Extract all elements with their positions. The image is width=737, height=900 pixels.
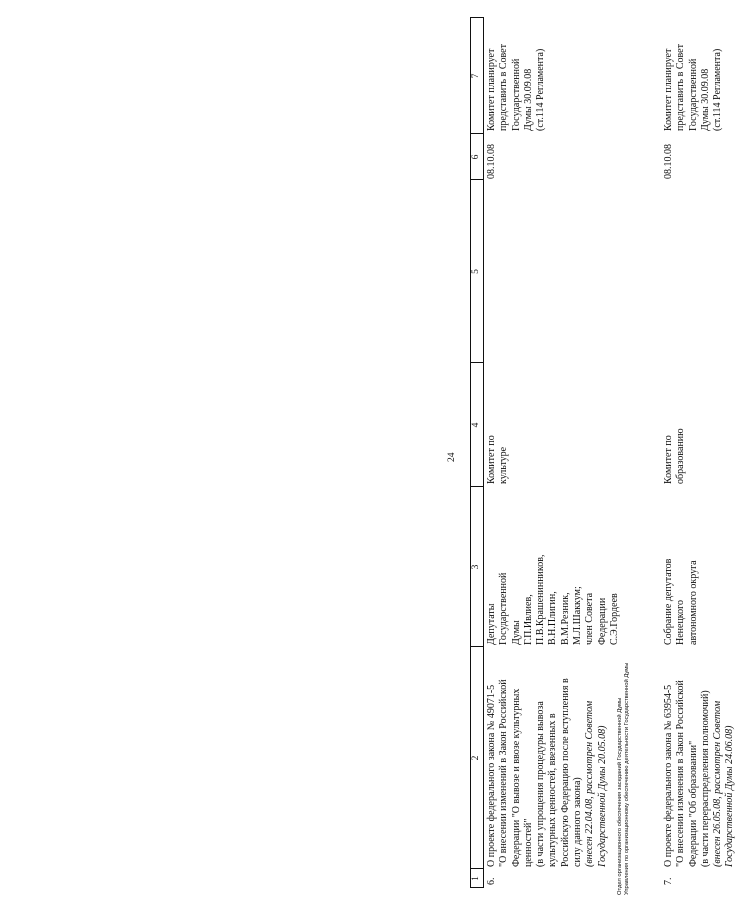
column-header: 1 xyxy=(471,876,481,881)
footer-department: Отдел организационного обеспечения заседаний Государственной Думы xyxy=(617,697,623,895)
committee-status: Комитет планирует представить в Совет Государственной Думы 30.09.08 (ст.114 Регламента) xyxy=(486,44,547,131)
bill-description: О проекте федерального закона № 49071-5 "О внесении изменений в Закон Российской Федерации "О вывозе и ввозе культурных ценностей" (в части упрощения процедуры вывоза культурных ценностей, ввезенных в Российскую Федерацию после вступления в силу данного закона) xyxy=(486,678,584,867)
committee-status: Комитет планирует представить в Совет Государственной Думы 30.09.08 (ст.114 Регламента) xyxy=(663,44,724,131)
column-header: 7 xyxy=(471,73,481,79)
column-header: 6 xyxy=(471,154,481,160)
responsible-committee: Комитет по образованию xyxy=(663,428,687,484)
column-header: 2 xyxy=(471,755,481,761)
bill-authors: Собрание депутатов Ненецкого автономного округа xyxy=(663,558,699,645)
page-number: 24 xyxy=(447,452,457,462)
responsible-committee: Комитет по культуре xyxy=(486,435,510,484)
bill-note: (внесен 26.05.08, рассмотрен Советом Государственной Думы 24.06.08) xyxy=(712,700,736,867)
footer-directorate: Управления по организационному обеспечению деятельности Государственной Думы xyxy=(624,662,630,895)
bill-authors: Депутаты Государственной Думы Г.П.Ивлиев, П.В.Крашенинников, В.Н.Плигин, В.М.Резник, М.Л.Шаккум; член Совета Федерации С.Э.Гордеев xyxy=(486,554,620,645)
row-number: 6. xyxy=(486,877,497,885)
column-header: 3 xyxy=(471,564,481,570)
header-bottom-border xyxy=(483,17,484,888)
row-title-block xyxy=(486,642,609,867)
column-header: 4 xyxy=(471,422,481,428)
review-date: 08.10.08 xyxy=(486,144,497,179)
bill-note: (внесен 22.04.08, рассмотрен Советом Государственной Думы 20.05.08) xyxy=(584,700,608,867)
row-title-block xyxy=(663,642,737,867)
bill-description: О проекте федерального закона № 63954-5 "О внесении изменения в Закон Российской Федерации "Об образовании" (в части перераспределения полномочий) xyxy=(663,680,711,867)
row-number: 7. xyxy=(663,877,674,885)
column-header: 5 xyxy=(471,269,481,274)
review-date: 08.10.08 xyxy=(663,144,674,179)
